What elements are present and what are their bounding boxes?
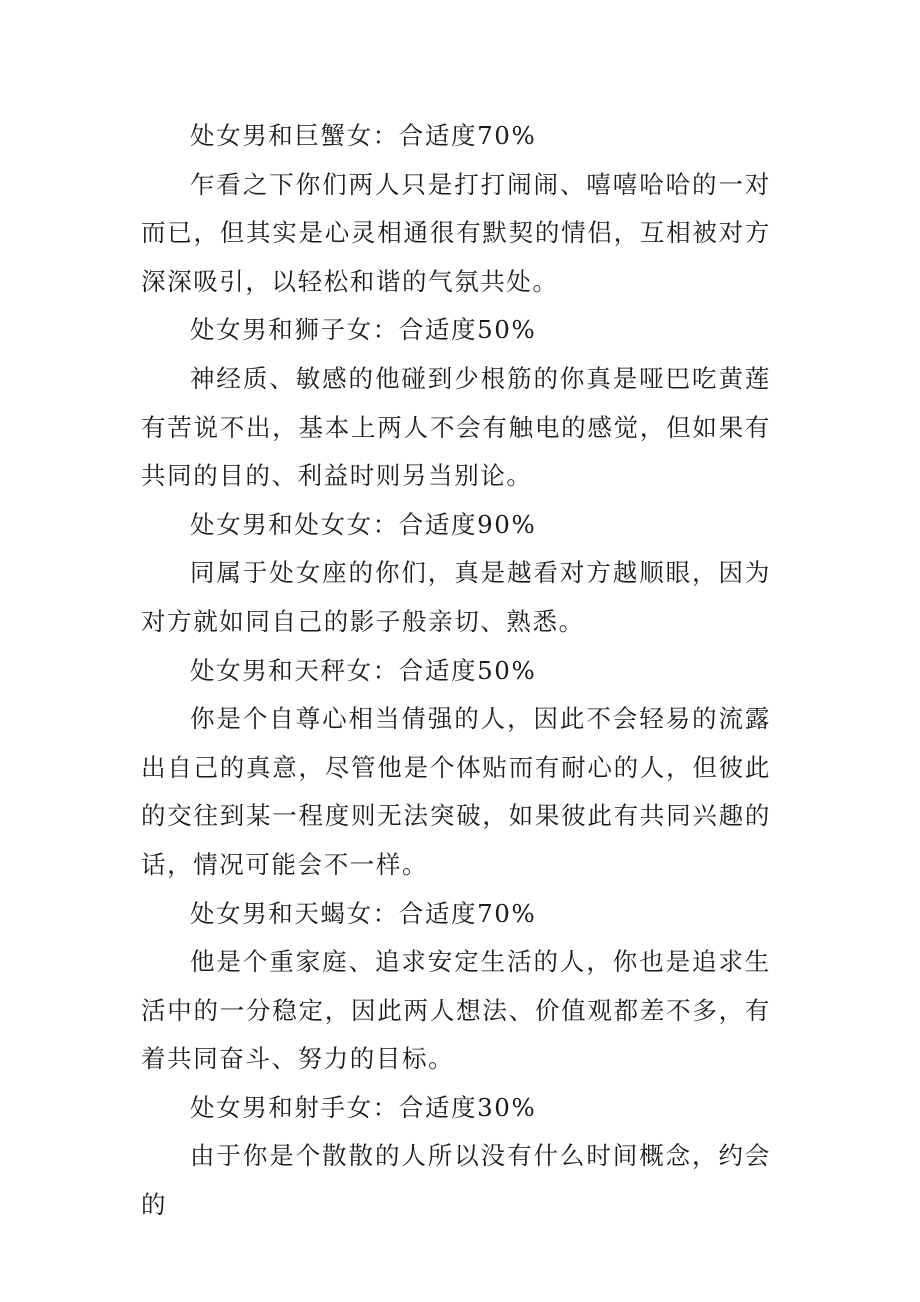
compatibility-heading-leo: 处女男和狮子女：合适度50%: [190, 315, 537, 345]
compatibility-heading-scorpio: 处女男和天蝎女：合适度70%: [190, 898, 537, 928]
compatibility-description-libra: 你是个自尊心相当倩强的人，因此不会轻易的流露出自己的真意，尽管他是个体贴而有耐心的人，但彼此的交往到某一程度则无法突破，如果彼此有共同兴趣的话，情况可能会不一样。: [141, 704, 771, 879]
compatibility-heading-libra: 处女男和天秤女：合适度50%: [190, 655, 537, 685]
compatibility-description-sagittarius: 由于你是个散散的人所以没有什么时间概念，约会的: [141, 1141, 771, 1220]
compatibility-description-virgo: 同属于处女座的你们，真是越看对方越顺眼，因为对方就如同自己的影子般亲切、熟悉。: [141, 558, 771, 636]
compatibility-description-leo: 神经质、敏感的他碰到少根筋的你真是哑巴吃黄莲有苦说不出，基本上两人不会有触电的感觉，但如果有共同的目的、利益时则另当别论。: [141, 363, 771, 491]
compatibility-description-scorpio: 他是个重家庭、追求安定生活的人，你也是追求生活中的一分稳定，因此两人想法、价值观都差不多，有着共同奋斗、努力的目标。: [141, 947, 771, 1074]
compatibility-heading-sagittarius: 处女男和射手女：合适度30%: [190, 1092, 537, 1122]
compatibility-heading-cancer: 处女男和巨蟹女：合适度70%: [190, 121, 537, 150]
compatibility-description-cancer: 乍看之下你们两人只是打打闹闹、嘻嘻哈哈的一对而已，但其实是心灵相通很有默契的情侣，互相被对方深深吸引，以轻松和谐的气氛共处。: [141, 169, 771, 296]
compatibility-heading-virgo: 处女男和处女女：合适度90%: [190, 509, 537, 539]
document-page: [141, 112, 771, 1230]
